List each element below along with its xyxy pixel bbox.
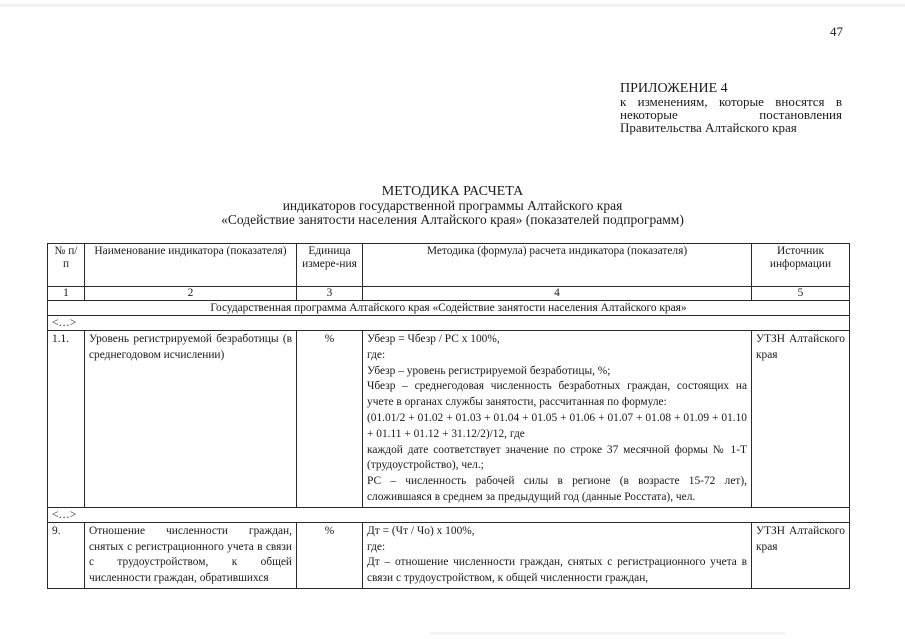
table-row — [48, 522, 850, 588]
source-cell: УТЗН Алтайского края — [752, 331, 850, 508]
document-heading — [0, 185, 905, 227]
indicator-name: Уровень регистрируемой безработицы (в среднегодовом исчислении) — [85, 331, 297, 508]
formula-line: где: — [367, 540, 386, 553]
ellipsis-row — [48, 507, 850, 522]
table-header-row — [48, 244, 850, 287]
unit-cell: % — [297, 331, 363, 508]
appendix-title: ПРИЛОЖЕНИЕ 4 — [620, 81, 728, 96]
heading-line-2: индикаторов государственной программы Алтайского края — [282, 198, 623, 213]
program-row — [48, 301, 850, 316]
unit-cell: % — [297, 522, 363, 588]
column-header: Единица измере-ния — [297, 244, 363, 287]
scan-edge — [430, 632, 785, 635]
heading-line-3: «Содействие занятости населения Алтайского края» (показателей подпрограмм) — [221, 212, 684, 227]
column-header: Методика (формула) расчета индикатора (показателя) — [363, 244, 752, 287]
scan-edge — [0, 4, 905, 7]
column-number: 1 — [48, 287, 85, 301]
ellipsis-marker: <…> — [48, 316, 850, 331]
source-cell: УТЗН Алтайского края — [752, 522, 850, 588]
column-header: № п/п — [48, 244, 85, 287]
table-row — [48, 331, 850, 508]
column-header: Наименование индикатора (показателя) — [85, 244, 297, 287]
row-number: 1.1. — [48, 331, 85, 508]
formula-line: где: — [367, 348, 386, 361]
formula-text: Убезр = Чбезр / РС х 100%, — [367, 333, 500, 345]
column-number-row — [48, 287, 850, 301]
column-number: 2 — [85, 287, 297, 301]
column-number: 4 — [363, 287, 752, 301]
formula-line: (01.01/2 + 01.02 + 01.03 + 01.04 + 01.05 + 01.06 + 01.07 + 01.08 + 01.09 + 01.10 + 01.11 + 01.12 + 31.12/2)/12, где — [367, 411, 747, 440]
ellipsis-marker: <…> — [48, 507, 850, 522]
column-number: 5 — [752, 287, 850, 301]
formula-line: РС – численность рабочей силы в регионе (в возрасте 15-72 лет), сложившаяся в среднем за предыдущий год (данные Росстата), чел. — [367, 475, 747, 503]
column-number: 3 — [297, 287, 363, 301]
appendix-body: к изменениям, которые вносятся в некоторые постановления Правительства Алтайского края — [620, 94, 842, 135]
ellipsis-row — [48, 316, 850, 331]
appendix-block — [620, 82, 842, 134]
heading-title: МЕТОДИКА РАСЧЕТА — [381, 184, 524, 199]
methodology-table — [47, 243, 850, 589]
formula-line: каждой дате соответствует значение по строке 37 месячной формы № 1-Т (трудоустройство), чел.; — [367, 443, 747, 472]
indicator-name: Отношение численности граждан, снятых с регистрационного учета в связи с трудоустройством, к общей численности граждан, обратившихся — [85, 522, 297, 588]
page-number: 47 — [830, 24, 843, 39]
formula-text: Дт = (Чт / Чо) х 100%, — [367, 524, 475, 537]
formula-line: Чбезр – среднегодовая численность безработных граждан, состоящих на учете в органах службы занятости, рассчитанная по формуле: — [367, 380, 747, 409]
column-header: Источник информации — [752, 244, 850, 287]
program-title: Государственная программа Алтайского края «Содействие занятости населения Алтайского края» — [48, 301, 850, 316]
formula-line: Убезр – уровень регистрируемой безработицы, %; — [367, 364, 611, 377]
formula-cell — [363, 522, 752, 588]
row-number: 9. — [48, 522, 85, 588]
formula-cell — [363, 331, 752, 508]
formula-line: Дт – отношение численности граждан, снятых с регистрационного учета в связи с трудоустройством, к общей численности граждан, — [367, 556, 747, 585]
